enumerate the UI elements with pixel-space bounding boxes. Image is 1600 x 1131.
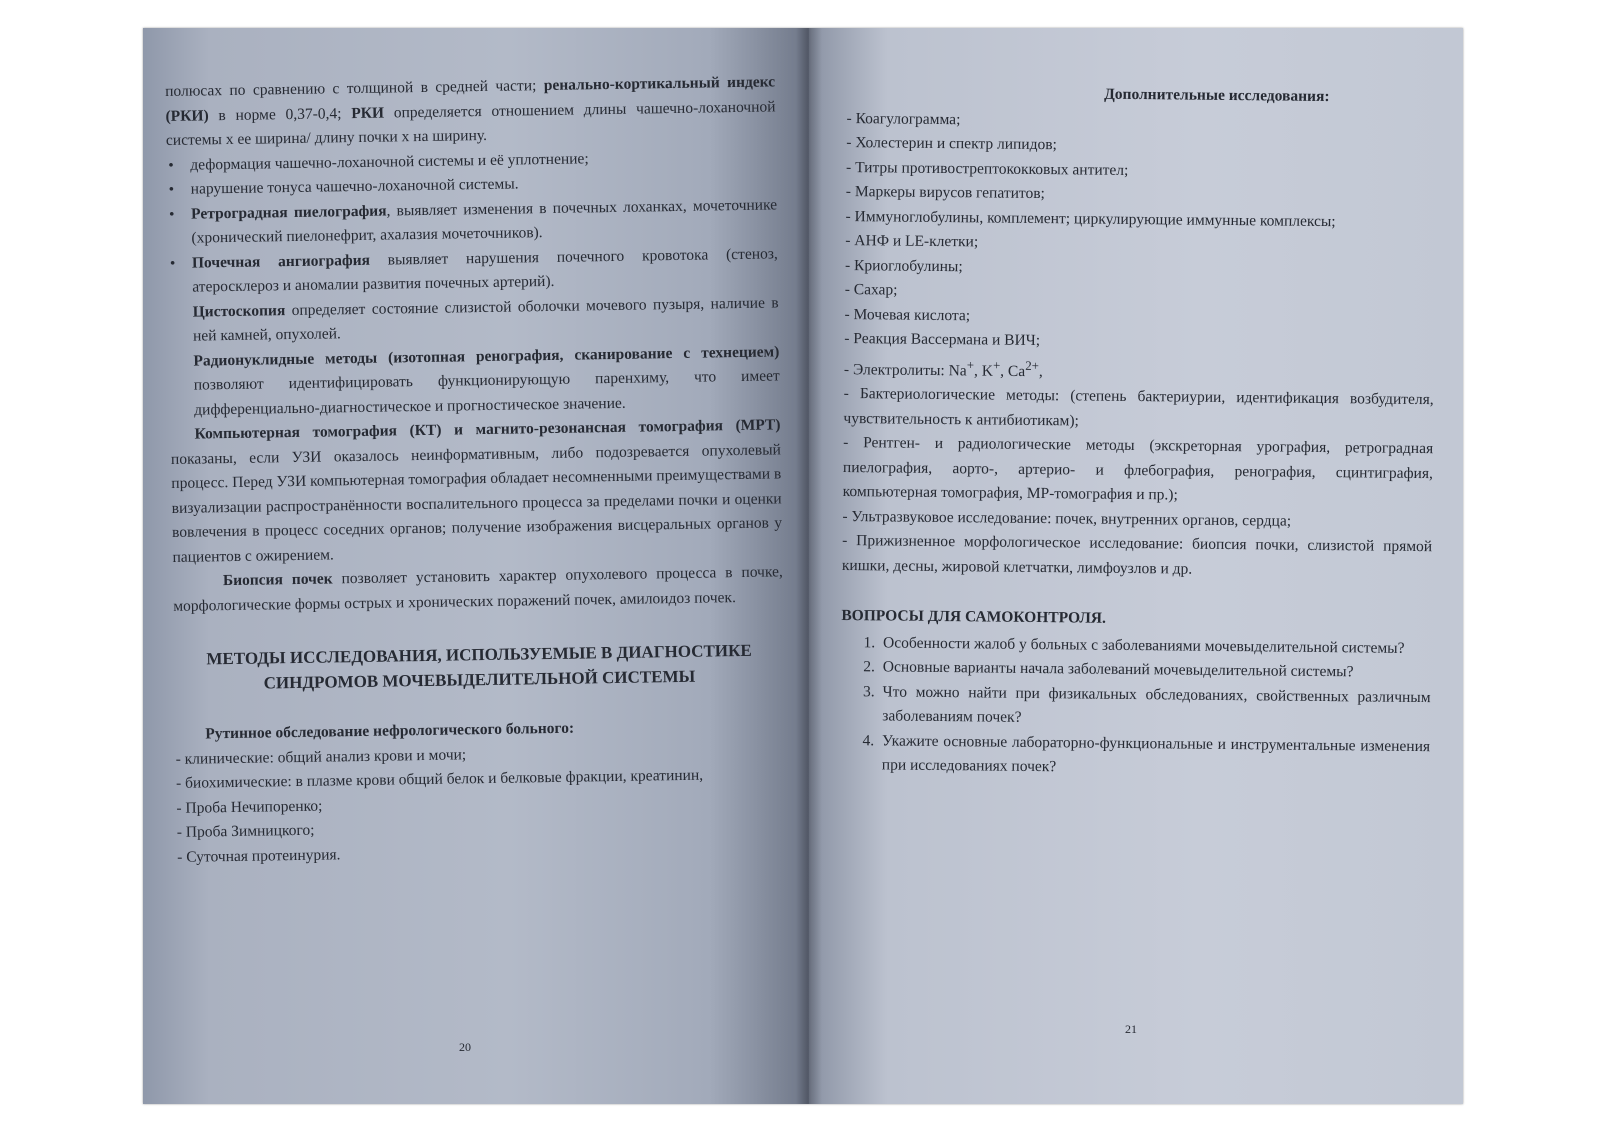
biopsy-paragraph [173, 560, 784, 619]
right-page-text [840, 80, 1437, 784]
list-item: - Ультразвуковое исследование: почек, внутренних органов, сердца; [842, 507, 1292, 530]
superscript: + [966, 356, 975, 372]
list-item [192, 242, 779, 300]
list-item: - Проба Зимницкого; [176, 821, 315, 841]
superscript: + [992, 357, 1001, 373]
bold-term: Биопсия почек [222, 570, 333, 590]
page-number: 20 [459, 1040, 471, 1054]
text-run: выявляет нарушения почечного кровотока (стеноз, атеросклероз и аномалии развития почечных артерий). [192, 244, 778, 296]
list-item: - Бактериологические методы: (степень бактериурии, идентификация возбудителя, чувствительность к антибиотикам); [843, 385, 1434, 430]
bold-term: Радионуклидные методы (изотопная ренография, сканирование с технецием) [193, 342, 780, 370]
text-run: , [1038, 362, 1043, 380]
list-item: - клинические: общий анализ крови и мочи; [175, 745, 467, 768]
list-item: • нарушение тонуса чашечно-лоханочной системы. [191, 168, 777, 202]
list-item: - Коагулограмма; [846, 109, 961, 128]
question-item: 1. Особенности жалоб у больных с заболеваниями мочевыделительной системы? [879, 631, 1431, 661]
section-heading [174, 637, 785, 697]
section-heading-line: МЕТОДЫ ИССЛЕДОВАНИЯ, ИСПОЛЬЗУЕМЫЕ В ДИАГНОСТИКЕ [206, 640, 752, 669]
list-item: - Мочевая кислота; [844, 305, 971, 324]
bold-term: Цистоскопия [192, 301, 286, 321]
list-item: - Иммуноглобулины, комплемент; циркулирующие иммунные комплексы; [845, 207, 1336, 230]
page-number: 21 [1125, 1022, 1137, 1036]
book-gutter [796, 28, 822, 1104]
list-item: - АНФ и LE-клетки; [845, 231, 979, 251]
left-page-text [165, 70, 787, 869]
additional-tests-list [842, 106, 1437, 584]
text-run: определяется отношением длины чашечно-лоханочной системы х ее ширина/ длину почки х на ширину. [165, 97, 776, 149]
list-item: - Суточная протеинурия. [177, 845, 341, 866]
bold-term: Компьютерная томография (КТ) и магнито-резонансная томография (МРТ) [194, 416, 781, 443]
text-run: позволяют идентифицировать функционирующую паренхиму, что имеет дифференциально-диагностическое и прогностическое значение. [193, 367, 780, 419]
bold-term: РКИ [351, 104, 385, 122]
list-item: - Реакция Вассермана и ВИЧ; [844, 329, 1041, 350]
question-item: 3. Что можно найти при физикальных обследованиях, свойственных различным заболеваниям почек? [878, 680, 1430, 735]
list-item: - биохимические: в плазме крови общий белок и белковые фракции, креатинин, [175, 766, 704, 792]
list-item: • деформация чашечно-лоханочной системы и её уплотнение; [190, 144, 776, 178]
text-run: - Электролиты: Na [843, 360, 967, 379]
text-run: полюсах по сравнению с толщиной в средней части; [165, 77, 544, 100]
book-spread [143, 28, 1463, 1104]
left-page [143, 28, 809, 1104]
text-run: определяет состояние слизистой оболочки мочевого пузыря, наличие в ней камней, опухолей. [192, 293, 779, 345]
text-run: , выявляет изменения в почечных лоханках, мочеточнике (хронический пиелонефрит, ахалазия мочеточников). [191, 195, 778, 247]
right-page [809, 28, 1463, 1104]
list-item: - Маркеры вирусов гепатитов; [845, 182, 1045, 203]
section-heading-line: СИНДРОМОВ МОЧЕВЫДЕЛИТЕЛЬНОЙ СИСТЕМЫ [263, 666, 696, 693]
questions-title: ВОПРОСЫ ДЛЯ САМОКОНТРОЛЯ. [841, 607, 1106, 627]
text-run: в норме 0,37-0,4; [208, 104, 352, 124]
additional-tests-title: Дополнительные исследования: [1104, 85, 1330, 106]
routine-exam-title: Рутинное обследование нефрологического больного: [205, 719, 575, 743]
list-item: - Холестерин и спектр липидов; [846, 133, 1058, 154]
text-run: позволяет установить характер опухолевого процесса в почке, морфологические формы острых и хронических поражений почек, амилоидоз почек. [173, 563, 783, 615]
bold-term: Почечная ангиография [191, 251, 371, 272]
list-item: - Рентген- и радиологические методы (экскреторная урография, ретроградная пиелография, аорто-, артерио- и флебография, ренография, сцинтиграфия, компьютерная томография, МР-томография и пр.); [842, 434, 1434, 504]
rki-paragraph [165, 70, 776, 153]
text-run: показаны, если УЗИ оказалось неинформативным, либо подозревается опухолевый процесс. Перед УЗИ компьютерная томография обладает несомненными преимуществами в визуализации распространённости воспалительного процесса за пределами почки и оценки вовлечения в процесс соседних органов; получение изображения висцеральных органов у пациентов с ожирением. [170, 440, 783, 566]
list-item: - Проба Нечипоренко; [176, 797, 323, 817]
bold-term: Ретроградная пиелография [190, 202, 387, 223]
questions-list [840, 631, 1432, 784]
question-item: 2. Основные варианты начала заболеваний мочевыделительной системы? [879, 656, 1431, 686]
bullet-list [166, 144, 778, 301]
list-item: - Сахар; [844, 280, 898, 299]
radionuclide-paragraph [169, 340, 780, 423]
list-item: - Титры противострептококковых антител; [845, 158, 1129, 179]
text-run: , K [973, 362, 994, 380]
routine-exam-list [175, 738, 787, 870]
ct-paragraph [170, 413, 782, 570]
list-item: - Криоглобулины; [844, 256, 963, 275]
text-run: , Ca [1000, 362, 1026, 380]
bold-term: ренально-кортикальный индекс (РКИ) [165, 73, 776, 125]
superscript: 2+ [1025, 357, 1040, 373]
question-item: 4. Укажите основные лабораторно-функциональные и инструментальные изменения при исследованиях почек? [878, 729, 1430, 784]
list-item: - Прижизненное морфологическое исследование: биопсия почки, слизистой прямой кишки, десны, жировой клетчатки, лимфоузлов и др. [841, 532, 1433, 578]
